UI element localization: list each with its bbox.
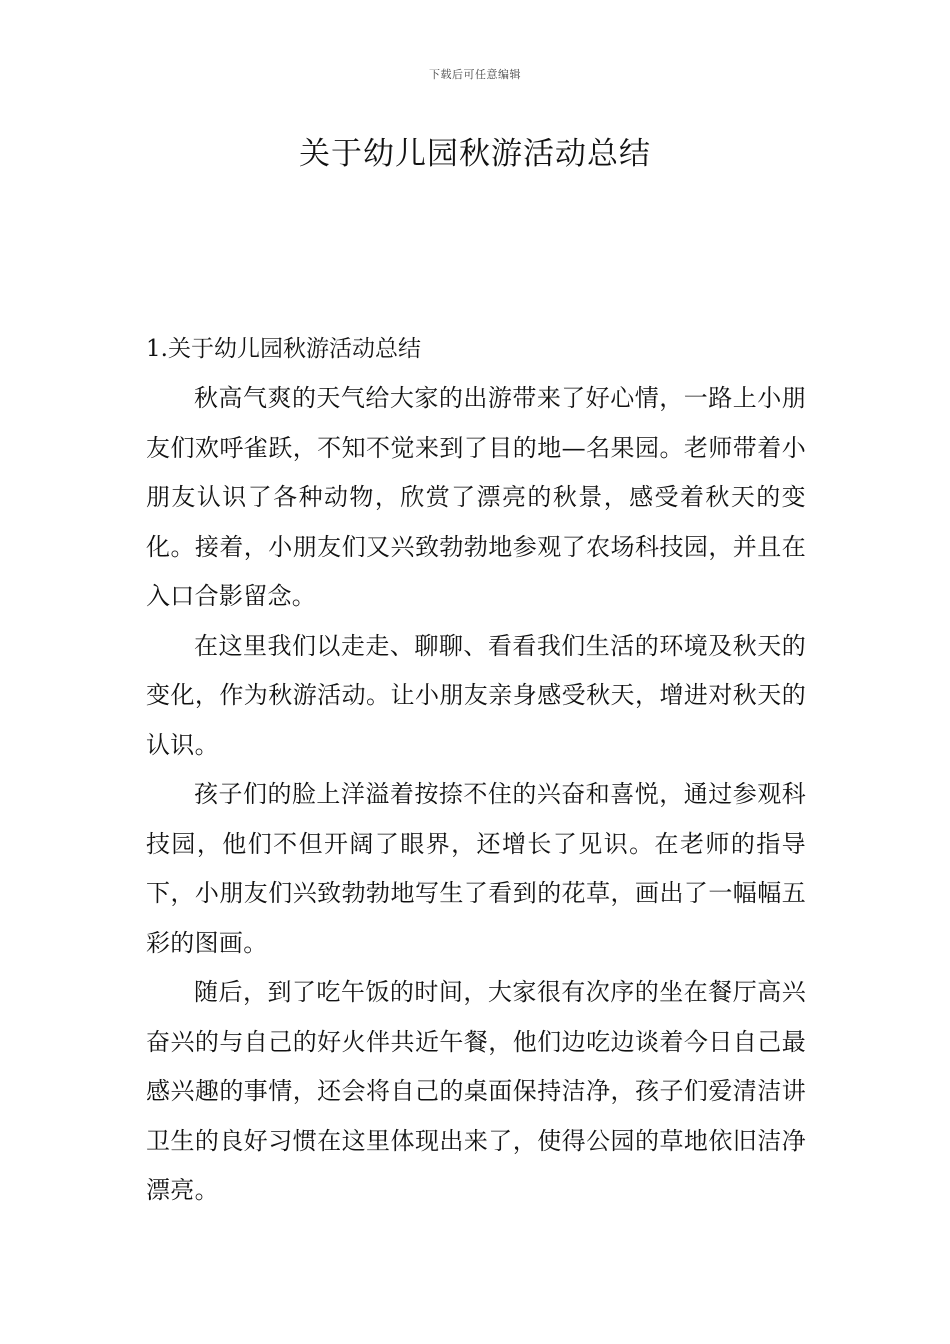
document-body [146, 330, 806, 1216]
document-title: 关于幼儿园秋游活动总结 [299, 136, 651, 172]
section-heading: 1.关于幼儿园秋游活动总结 [146, 336, 421, 362]
paragraph-2: 在这里我们以走走、聊聊、看看我们生活的环境及秋天的变化，作为秋游活动。让小朋友亲身感受秋天，增进对秋天的认识。 [146, 631, 806, 759]
paragraph-1: 秋高气爽的天气给大家的出游带来了好心情，一路上小朋友们欢呼雀跃，不知不觉来到了目的地—名果园。老师带着小朋友认识了各种动物，欣赏了漂亮的秋景，感受着秋天的变化。接着，小朋友们又兴致勃勃地参观了农场科技园，并且在入口合影留念。 [146, 384, 806, 610]
header-note: 下载后可任意编辑 [429, 68, 521, 81]
paragraph-4: 随后，到了吃午饭的时间，大家很有次序的坐在餐厅高兴奋兴的与自己的好火伴共近午餐，他们边吃边谈着今日自己最感兴趣的事情，还会将自己的桌面保持洁净，孩子们爱清洁讲卫生的良好习惯在这里体现出来了，使得公园的草地依旧洁净漂亮。 [146, 978, 806, 1204]
paragraph-3: 孩子们的脸上洋溢着按捺不住的兴奋和喜悦，通过参观科技园，他们不但开阔了眼界，还增长了见识。在老师的指导下，小朋友们兴致勃勃地写生了看到的花草，画出了一幅幅五彩的图画。 [146, 780, 806, 957]
